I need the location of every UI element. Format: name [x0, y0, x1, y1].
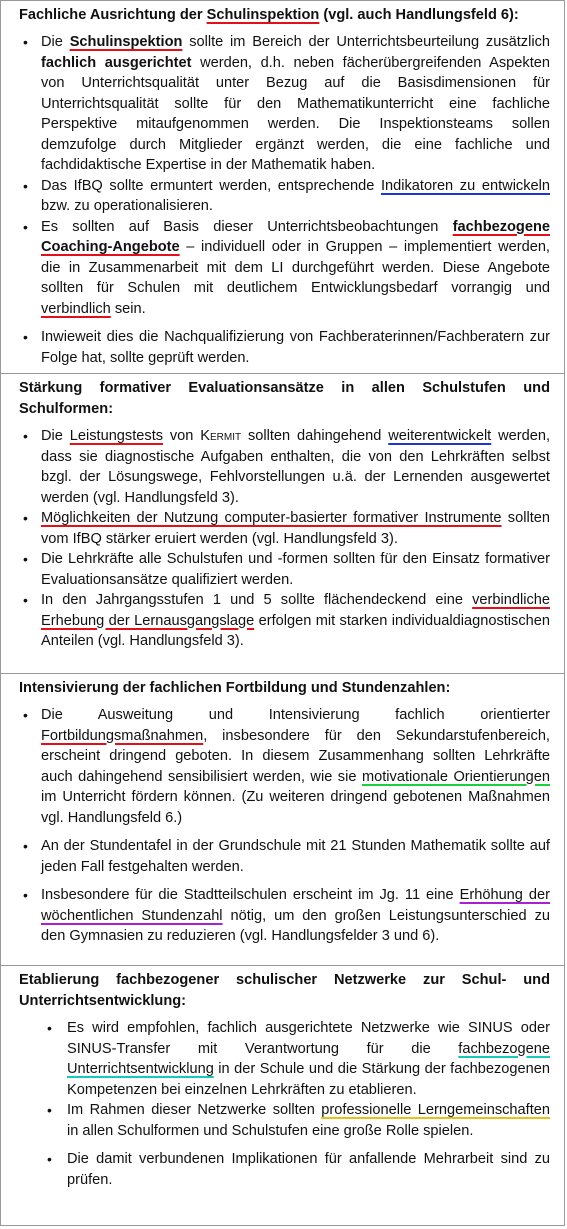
section-heading: Etablierung fachbezogener schulischer Netzwerke zur Schul- und Unterrichtsentwicklung: [19, 972, 550, 1009]
bullet-list [19, 32, 550, 368]
list-item: • Es wird empfohlen, fachlich ausgerichtete Netzwerke wie SINUS oder SINUS-Transfer mit Verantwortung für die fachbezogene Unterrichtsentwicklung in der Schule und die Stärkung der fachbezogenen Kompetenzen bei einzelnen Lehrkräften zu etablieren. [19, 1018, 550, 1100]
section-fortbildung-stundenzahlen [1, 674, 564, 966]
list-item: • Möglichkeiten der Nutzung computer-basierter formativer Instrumente sollten vom IfBQ stärker eruiert werden (vgl. Handlungsfeld 3). [19, 508, 550, 549]
list-item: • In den Jahrgangsstufen 1 und 5 sollte flächendeckend eine verbindliche Erhebung der Lernausgangslage erfolgen mit starken individualdiagnostischen Anteilen (vgl. Handlungsfeld 3). [19, 590, 550, 652]
list-item: • Die Leistungstests von Kermit sollten dahingehend weiterentwickelt werden, dass sie diagnostische Aufgaben enthalten, die von den Lehrkräften selbst bzgl. der Lösungswege, Fehlvorstellungen u.ä. der Lernenden ausgewertet werden (vgl. Handlungsfeld 3). [19, 426, 550, 508]
list-item: • Die Schulinspektion sollte im Bereich der Unterrichtsbeurteilung zusätzlich fachlich ausgerichtet werden, d.h. neben fächerübergreifenden Aspekten von Unterrichtsqualität unter Bezug auf die Basisdimensionen für Unterrichtsqualität sollte für den Mathematikunterricht eine fachliche Perspektive mitaufgenommen werden. Die Inspektionsteams sollen demzufolge durch Mitglieder ergänzt werden, die eine fachliche und fachdidaktische Expertise in der Mathematik haben. [19, 32, 550, 176]
list-item: • Die damit verbundenen Implikationen für anfallende Mehrarbeit sind zu prüfen. [19, 1149, 550, 1190]
list-item: • Die Ausweitung und Intensivierung fachlich orientierter Fortbildungsmaßnahmen, insbesondere für den Sekundarstufenbereich, erscheint dringend geboten. In diesem Zusammenhang sollten Lehrkräfte auch dahingehend sensibilisiert werden, wie sie motivationale Orientierungen im Unterricht fördern können. (Zu weiteren dringend gebotenen Maßnahmen vgl. Handlungsfeld 6.) [19, 705, 550, 828]
bullet-list [19, 1018, 550, 1190]
section-fachliche-ausrichtung [1, 1, 564, 374]
bullet-list [19, 705, 550, 947]
section-formative-evaluation [1, 374, 564, 674]
section-heading: Stärkung formativer Evaluationsansätze in allen Schulstufen und Schulformen: [19, 380, 550, 417]
list-item: • An der Stundentafel in der Grundschule mit 21 Stunden Mathematik sollte auf jeden Fall festgehalten werden. [19, 836, 550, 877]
bullet-list [19, 426, 550, 652]
list-item: • Das IfBQ sollte ermuntert werden, entsprechende Indikatoren zu entwickeln bzw. zu operationalisieren. [19, 176, 550, 217]
list-item: • Insbesondere für die Stadtteilschulen erscheint im Jg. 11 eine Erhöhung der wöchentlichen Stundenzahl nötig, um den großen Leistungsunterschied zu den Gymnasien zu reduzieren (vgl. Handlungsfelder 3 und 6). [19, 885, 550, 947]
list-item: • Im Rahmen dieser Netzwerke sollten professionelle Lerngemeinschaften in allen Schulformen und Schulstufen eine große Rolle spielen. [19, 1100, 550, 1141]
list-item: • Inwieweit dies die Nachqualifizierung von Fachberaterinnen/Fachberatern zur Folge hat, sollte geprüft werden. [19, 327, 550, 368]
section-heading: Fachliche Ausrichtung der Schulinspektion (vgl. auch Handlungsfeld 6): [19, 7, 519, 23]
section-heading: Intensivierung der fachlichen Fortbildung und Stundenzahlen: [19, 680, 451, 696]
list-item: • Es sollten auf Basis dieser Unterrichtsbeobachtungen fachbezogene Coaching-Angebote – individuell oder in Gruppen – implementiert werden, die in Zusammenarbeit mit dem LI durchgeführt werden. Diese Angebote sollten für Schulen mit deutlichem Entwicklungsbedarf vorrangig und verbindlich sein. [19, 217, 550, 320]
list-item: • Die Lehrkräfte alle Schulstufen und -formen sollten für den Einsatz formativer Evaluationsansätze qualifiziert werden. [19, 549, 550, 590]
section-schulische-netzwerke [1, 966, 564, 1225]
